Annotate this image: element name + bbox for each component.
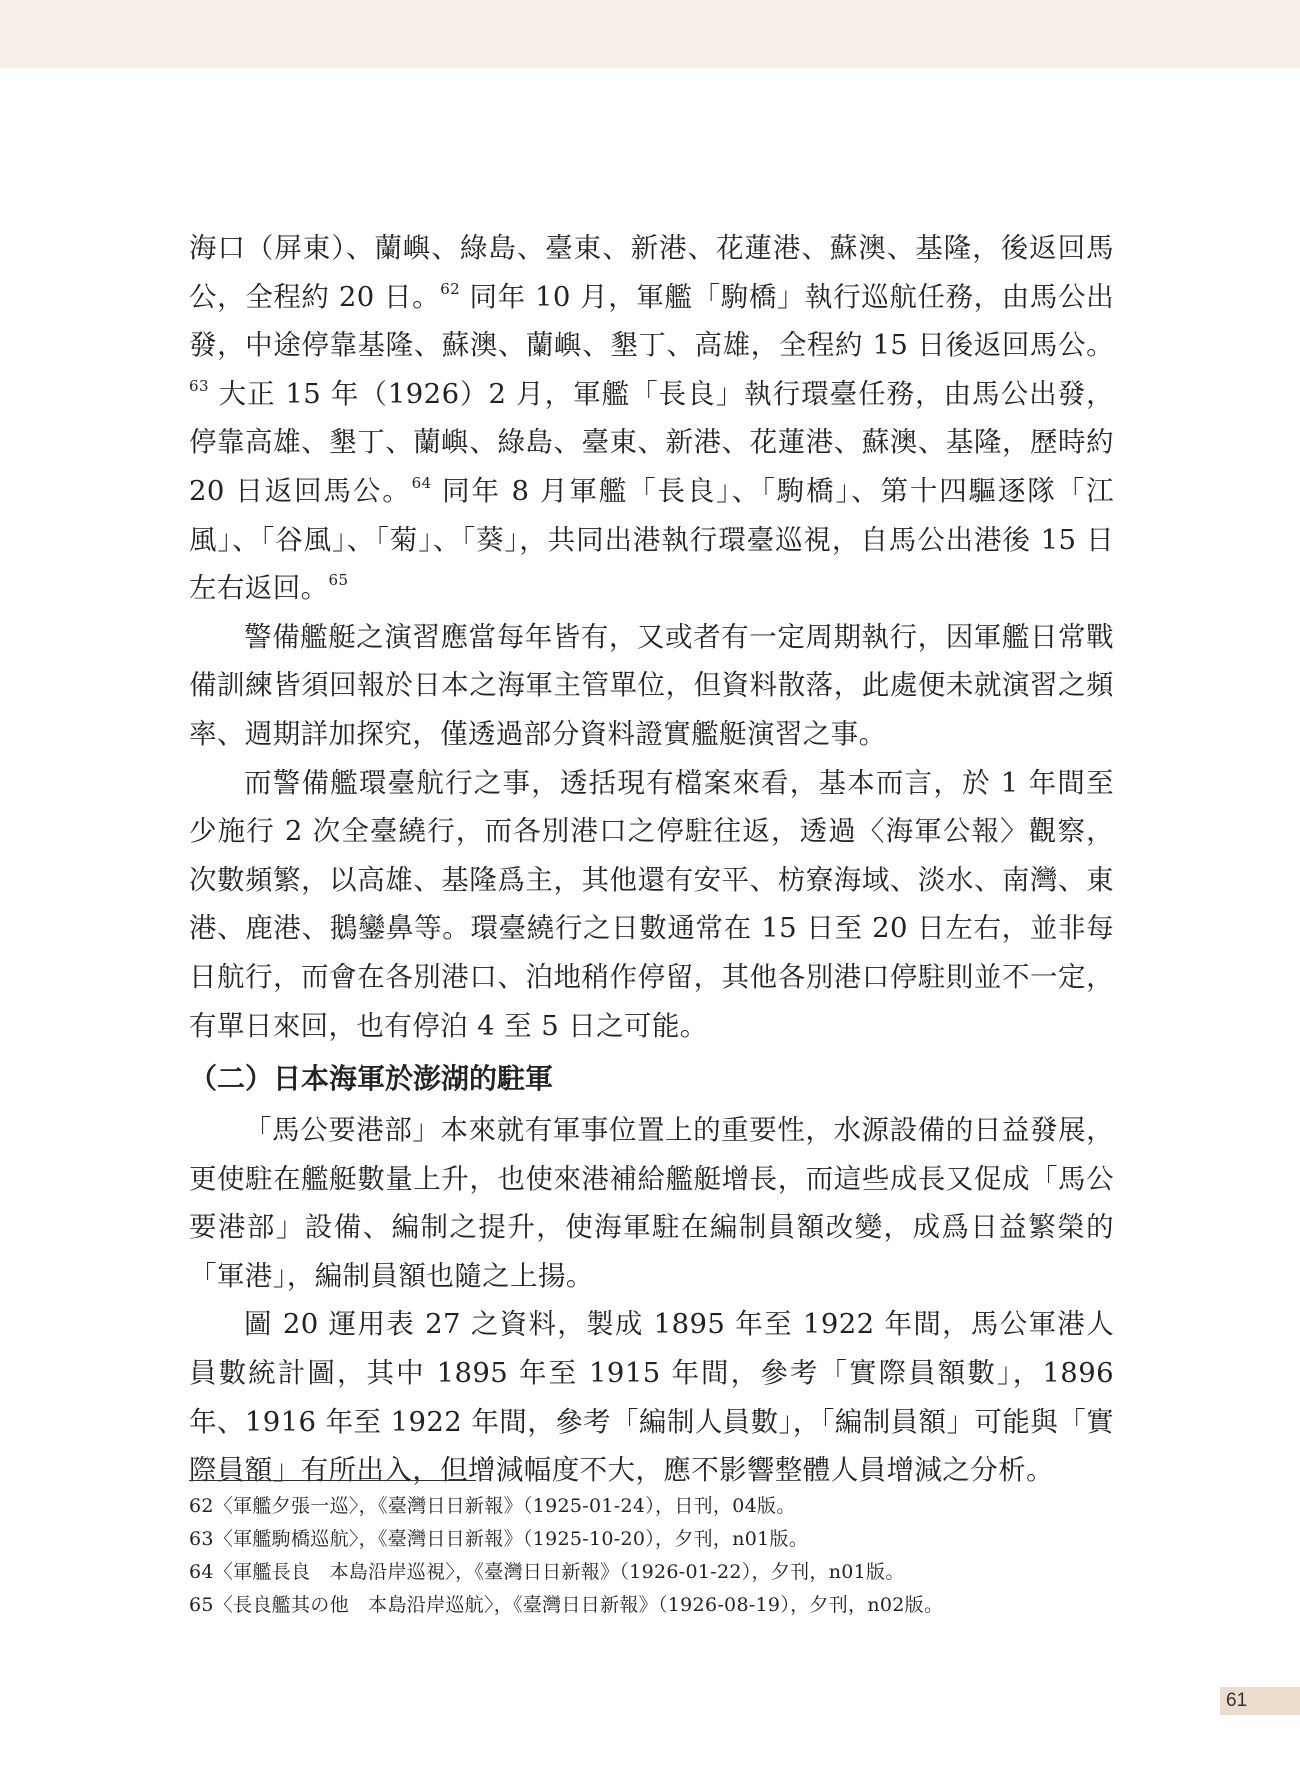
footnote-ref-65[interactable]: 65 [328,571,349,590]
footnote-62: 62〈軍艦夕張一巡〉，《臺灣日日新報》（1925-01-24），日刊，04版。 [189,1495,796,1517]
paragraph-text: 同年 8 月軍艦「長良」、「駒橋」、第十四驅逐隊「江風」、「谷風」、「菊」、「葵」，共同出港執行環臺巡視，自馬公出港後 15 日左右返回。 [189,474,1114,605]
paragraph-text: 大正 15 年（1926）2 月，軍艦「長良」執行環臺任務，由馬公出發，停靠高雄、墾丁、蘭嶼、綠島、臺東、新港、花蓮港、蘇澳、基隆，歷時約 20 日返回馬公。 [189,377,1114,507]
page-number: 61 [1226,1690,1248,1711]
footnote-divider [189,1480,476,1481]
footnote-65: 65〈長良艦其の他 本島沿岸巡航〉，《臺灣日日新報》（1926-08-19），夕刊，n02版。 [189,1594,944,1616]
footnote-64: 64〈軍艦長良 本島沿岸巡視〉，《臺灣日日新報》（1926-01-22），夕刊，n01版。 [189,1561,905,1583]
paragraph-text: 同年 10 月，軍艦「駒橋」執行巡航任務，由馬公出發，中途停靠基隆、蘇澳、蘭嶼、墾丁、高雄，全程約 15 日後返回馬公。 [189,280,1114,362]
footnote-ref-64[interactable]: 64 [411,473,432,492]
footnote-ref-62[interactable]: 62 [440,279,461,298]
paragraph-voyages [189,224,1114,613]
footnote-ref-63[interactable]: 63 [189,376,209,395]
footnote-63: 63〈軍艦駒橋巡航〉，《臺灣日日新報》（1925-10-20），夕刊，n01版。 [189,1528,809,1550]
paragraph-drills: 警備艦艇之演習應當每年皆有，又或者有一定周期執行，因軍艦日常戰備訓練皆須回報於日本之海軍主管單位，但資料散落，此處便未就演習之頻率、週期詳加探究，僅透過部分資料證實艦艇演習之事。 [189,620,1114,750]
paragraph-figure-20: 圖 20 運用表 27 之資料，製成 1895 年至 1922 年間，馬公軍港人員數統計圖，其中 1895 年至 1915 年間，參考「實際員額數」，1896 年、1916 年至 1922 年間，參考「編制人員數」，「編制員額」可能與「實際員額」有所出入，但增減幅度不大，應不影響整體人員增減之分析。 [189,1308,1114,1487]
section-heading: （二）日本海軍於澎湖的駐軍 [189,1062,554,1096]
paragraph-circumnavigation: 而警備艦環臺航行之事，透括現有檔案來看，基本而言，於 1 年間至少施行 2 次全臺繞行，而各別港口之停駐往返，透過〈海軍公報〉觀察，次數頻繁，以高雄、基隆爲主，其他還有安平、枋寮海域、淡水、南灣、東港、鹿港、鵝鑾鼻等。環臺繞行之日數通常在 15 日至 20 日左右，並非每日航行，而會在各別港口、泊地稍作停留，其他各別港口停駐則並不一定，有單日來回，也有停泊 4 至 5 日之可能。 [189,766,1114,1042]
top-band [0,0,1300,68]
paragraph-makung-port: 「馬公要港部」本來就有軍事位置上的重要性，水源設備的日益發展，更使駐在艦艇數量上升，也使來港補給艦艇增長，而這些成長又促成「馬公要港部」設備、編制之提升，使海軍駐在編制員額改變，成爲日益繁榮的「軍港」，編制員額也隨之上揚。 [189,1114,1114,1292]
body-text [189,224,1114,1495]
paragraph-text: 海口（屏東）、蘭嶼、綠島、臺東、新港、花蓮港、蘇澳、基隆，後返回馬公，全程約 20 日。 [189,232,1114,313]
footnotes [189,1490,1109,1622]
